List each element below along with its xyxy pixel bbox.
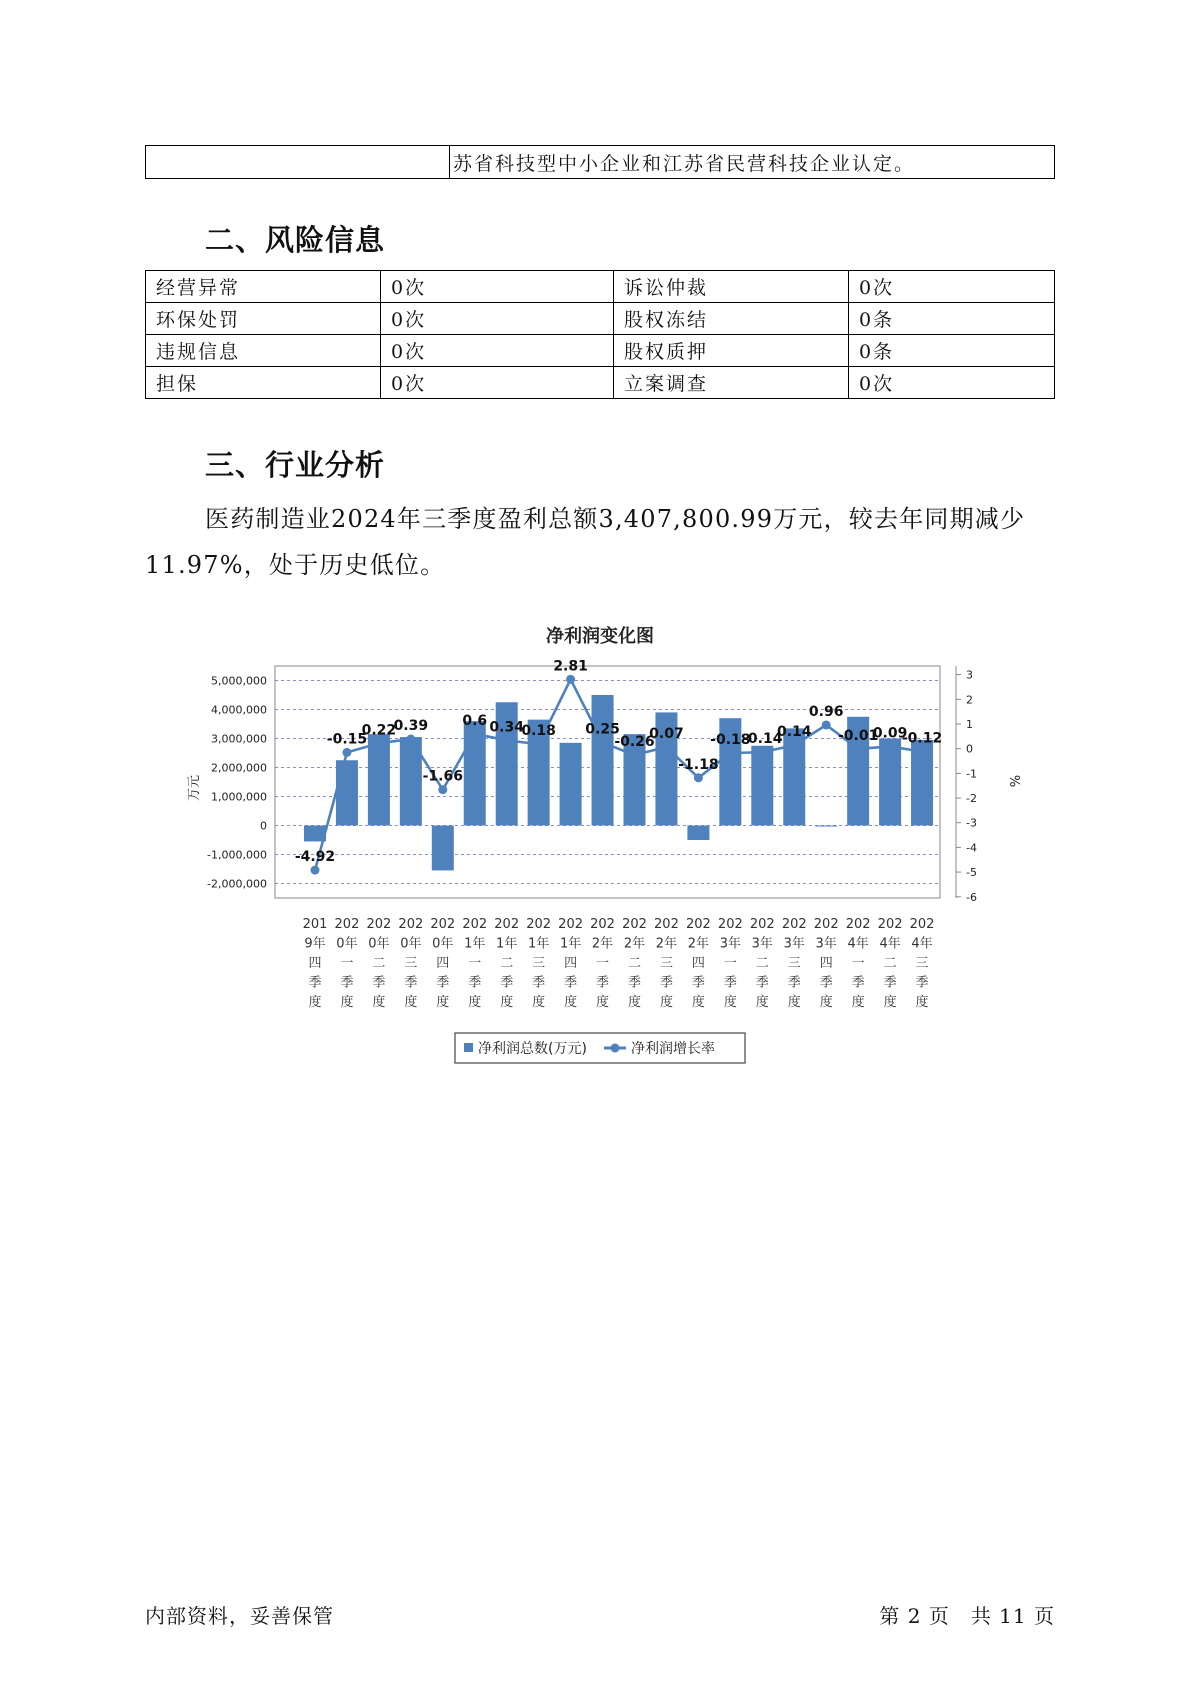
x-tick-label: 1年	[496, 936, 518, 952]
x-tick-label: 三	[915, 956, 929, 971]
bar	[336, 760, 358, 825]
x-tick-label: 度	[819, 995, 833, 1010]
growth-point	[470, 729, 479, 738]
x-tick-label: 0年	[336, 936, 358, 952]
risk-row	[146, 335, 1055, 367]
y2-tick-label: -6	[966, 890, 977, 904]
x-tick-label: 9年	[304, 936, 326, 952]
growth-point	[566, 675, 575, 684]
section-risk-title: 二、风险信息	[205, 223, 386, 257]
legend-line-label: 净利润增长率	[631, 1041, 715, 1057]
x-tick-label: 三	[787, 956, 801, 971]
growth-label: -0.01	[837, 727, 879, 744]
x-tick-label: 四	[819, 956, 833, 971]
y2-tick-label: 3	[966, 668, 973, 682]
x-tick-label: 四	[564, 956, 578, 971]
x-tick-label: 0年	[368, 936, 390, 952]
bar	[592, 695, 614, 826]
x-tick-label: 2年	[655, 936, 678, 952]
x-tick-label: 1年	[559, 936, 582, 952]
y2-axis-label: %	[1006, 774, 1021, 788]
x-tick-label: 三	[404, 956, 418, 971]
growth-point	[311, 866, 320, 875]
x-tick-label: 季	[596, 975, 610, 991]
risk-value: 0次	[849, 367, 1055, 399]
x-tick-label: 季	[500, 975, 514, 991]
x-tick-label: 三	[532, 956, 546, 971]
growth-point	[598, 738, 607, 747]
x-tick-label: 202	[366, 917, 392, 932]
growth-label: 0.25	[585, 721, 620, 738]
x-tick-label: 3年	[783, 936, 805, 952]
x-tick-label: 2年	[687, 936, 710, 952]
x-tick-label: 4年	[879, 936, 901, 952]
growth-label: 2.81	[553, 658, 588, 675]
growth-label: -4.92	[294, 849, 336, 866]
x-tick-label: 季	[659, 975, 673, 991]
risk-label: 诉讼仲裁	[614, 271, 849, 303]
growth-label: 0.6	[462, 712, 488, 729]
x-tick-label: 度	[308, 995, 322, 1010]
x-tick-label: 度	[659, 995, 673, 1010]
y2-tick-label: -5	[966, 866, 977, 880]
x-tick-label: 季	[532, 975, 546, 991]
growth-label: 0.39	[393, 718, 429, 735]
x-tick-label: 1年	[528, 936, 550, 952]
growth-label: 0.07	[649, 725, 684, 742]
y-tick-label: 4,000,000	[211, 703, 267, 717]
growth-label: 0.22	[361, 722, 397, 739]
risk-value: 0次	[381, 335, 614, 367]
x-tick-label: 季	[691, 975, 705, 991]
risk-value: 0条	[849, 303, 1055, 335]
x-tick-label: 四	[436, 956, 450, 971]
growth-point	[662, 742, 671, 751]
continuation-left-cell	[146, 146, 450, 179]
x-tick-label: 一	[723, 956, 737, 971]
x-tick-label: 202	[909, 917, 935, 932]
x-tick-label: 度	[755, 995, 769, 1010]
x-tick-label: 度	[883, 995, 897, 1010]
x-tick-label: 一	[468, 956, 482, 971]
x-tick-label: 202	[590, 917, 615, 932]
risk-value: 0次	[381, 303, 614, 335]
continuation-right-cell: 苏省科技型中小企业和江苏省民营科技企业认定。	[450, 146, 1055, 179]
footer-page-number: 第 2 页 共 11 页	[879, 1604, 1055, 1628]
x-tick-label: 度	[468, 995, 482, 1010]
risk-label: 环保处罚	[146, 303, 381, 335]
x-tick-label: 202	[845, 917, 871, 932]
x-tick-label: 季	[755, 975, 769, 991]
x-tick-label: 0年	[432, 936, 454, 952]
risk-value: 0次	[381, 367, 614, 399]
x-tick-label: 3年	[815, 936, 837, 952]
growth-label: -1.66	[422, 768, 463, 785]
x-tick-label: 季	[627, 975, 642, 991]
x-tick-label: 季	[723, 975, 737, 991]
growth-point	[406, 735, 415, 744]
risk-table	[145, 270, 1055, 399]
growth-label: 0.14	[776, 724, 812, 741]
x-tick-label: 四	[308, 956, 322, 971]
growth-label: 0.96	[808, 703, 844, 720]
x-tick-label: 202	[558, 917, 584, 932]
bar	[687, 826, 709, 841]
bar	[815, 826, 837, 827]
x-tick-label: 二	[500, 956, 514, 971]
growth-label: -0.14	[742, 731, 783, 748]
risk-row	[146, 367, 1055, 399]
x-tick-label: 3年	[719, 936, 741, 952]
bar	[751, 746, 773, 826]
growth-label: 0.09	[872, 725, 908, 742]
x-tick-label: 1年	[464, 936, 486, 952]
x-tick-label: 二	[883, 956, 897, 971]
risk-label: 经营异常	[146, 271, 381, 303]
growth-point	[342, 748, 351, 757]
y2-tick-label: -1	[966, 767, 977, 781]
x-tick-label: 二	[627, 956, 642, 971]
risk-value: 0条	[849, 335, 1055, 367]
x-tick-label: 度	[564, 995, 578, 1010]
y2-tick-label: -4	[966, 841, 977, 855]
x-tick-label: 202	[717, 917, 743, 932]
y-axis-label: 万元	[187, 774, 202, 802]
bar	[368, 734, 390, 825]
x-tick-label: 季	[883, 975, 897, 991]
risk-label: 担保	[146, 367, 381, 399]
x-tick-label: 季	[564, 975, 578, 991]
x-tick-label: 季	[372, 975, 386, 991]
y2-tick-label: -3	[966, 816, 977, 830]
x-tick-label: 一	[851, 956, 865, 971]
growth-point	[758, 748, 767, 757]
growth-point	[374, 739, 383, 748]
x-tick-label: 202	[749, 917, 775, 932]
x-tick-label: 度	[596, 995, 610, 1010]
footer-confidential: 内部资料，妥善保管	[145, 1604, 334, 1628]
risk-label: 立案调查	[614, 367, 849, 399]
x-tick-label: 度	[691, 995, 705, 1010]
x-tick-label: 0年	[400, 936, 422, 952]
growth-point	[726, 749, 735, 758]
x-tick-label: 度	[436, 995, 450, 1010]
growth-label: -1.18	[678, 756, 719, 773]
growth-label: -0.18	[710, 732, 751, 749]
bar	[879, 739, 901, 826]
y2-tick-label: 2	[966, 693, 973, 707]
growth-point	[438, 785, 447, 794]
x-tick-label: 202	[654, 917, 679, 932]
x-tick-label: 202	[877, 917, 903, 932]
x-tick-label: 季	[851, 975, 865, 991]
chart-legend	[455, 1033, 745, 1063]
growth-point	[918, 747, 927, 756]
x-tick-label: 度	[787, 995, 801, 1010]
growth-point	[534, 740, 543, 749]
x-tick-label: 4年	[847, 936, 869, 952]
x-tick-label: 202	[398, 917, 424, 932]
x-tick-label: 二	[372, 956, 386, 971]
x-tick-label: 202	[526, 917, 552, 932]
x-tick-label: 202	[494, 917, 520, 932]
risk-label: 股权冻结	[614, 303, 849, 335]
x-tick-label: 度	[372, 995, 386, 1010]
x-tick-label: 度	[723, 995, 737, 1010]
x-tick-label: 202	[813, 917, 839, 932]
x-tick-label: 202	[781, 917, 807, 932]
x-tick-label: 202	[430, 917, 456, 932]
x-tick-label: 度	[340, 995, 354, 1010]
x-tick-label: 季	[819, 975, 833, 991]
growth-point	[502, 736, 511, 745]
y-tick-label: 2,000,000	[211, 761, 267, 775]
y2-tick-label: -2	[966, 792, 977, 806]
x-tick-label: 2年	[591, 936, 614, 952]
x-tick-label: 季	[340, 975, 354, 991]
x-tick-label: 2年	[623, 936, 646, 952]
x-tick-label: 季	[436, 975, 450, 991]
growth-point	[694, 773, 703, 782]
x-tick-label: 一	[340, 956, 354, 971]
growth-point	[886, 742, 895, 751]
x-tick-label: 4年	[911, 936, 933, 952]
x-tick-label: 度	[627, 995, 642, 1010]
risk-label: 违规信息	[146, 335, 381, 367]
x-tick-label: 度	[532, 995, 546, 1010]
x-tick-label: 二	[755, 956, 769, 971]
y-tick-label: 0	[260, 819, 267, 833]
x-tick-label: 四	[691, 956, 705, 971]
growth-label: -0.26	[614, 734, 655, 751]
x-tick-label: 202	[685, 917, 711, 932]
y-tick-label: 3,000,000	[211, 732, 267, 746]
legend-bar-swatch	[464, 1043, 473, 1052]
x-tick-label: 202	[334, 917, 360, 932]
chart-title: 净利润变化图	[546, 626, 654, 647]
x-tick-label: 度	[500, 995, 514, 1010]
x-tick-label: 度	[851, 995, 865, 1010]
growth-label: -0.12	[901, 730, 943, 747]
x-tick-label: 季	[404, 975, 418, 991]
section-industry-title: 三、行业分析	[205, 448, 386, 482]
growth-label: -0.15	[326, 731, 368, 748]
risk-label: 股权质押	[614, 335, 849, 367]
y-tick-label: -2,000,000	[207, 877, 267, 891]
net-profit-chart	[180, 618, 1021, 1068]
growth-point	[854, 744, 863, 753]
industry-paragraph: 医药制造业2024年三季度盈利总额3,407,800.99万元，较去年同期减少11.97%，处于历史低位。	[145, 505, 1026, 579]
x-tick-label: 202	[622, 917, 647, 932]
x-tick-label: 201	[302, 917, 328, 932]
continuation-table	[145, 145, 1055, 179]
bar	[560, 743, 582, 826]
x-tick-label: 季	[308, 975, 322, 991]
x-tick-label: 季	[468, 975, 482, 991]
x-tick-label: 度	[404, 995, 418, 1010]
growth-label: 0.34	[489, 719, 524, 736]
x-tick-label: 202	[462, 917, 488, 932]
y-tick-label: 5,000,000	[211, 674, 267, 688]
risk-value: 0次	[849, 271, 1055, 303]
x-tick-label: 3年	[751, 936, 773, 952]
y-tick-label: -1,000,000	[207, 848, 267, 862]
y-tick-label: 1,000,000	[211, 790, 267, 804]
risk-value: 0次	[381, 271, 614, 303]
risk-row	[146, 303, 1055, 335]
growth-point	[790, 741, 799, 750]
risk-row	[146, 271, 1055, 303]
bar	[432, 826, 454, 871]
growth-point	[822, 720, 831, 729]
growth-point	[630, 751, 639, 760]
legend-bar-label: 净利润总数(万元)	[478, 1041, 587, 1057]
growth-label: 0.18	[521, 723, 556, 740]
x-tick-label: 季	[915, 975, 929, 991]
x-tick-label: 三	[659, 956, 673, 971]
y2-tick-label: 1	[966, 718, 973, 731]
x-tick-label: 一	[596, 956, 610, 971]
x-tick-label: 季	[787, 975, 801, 991]
x-tick-label: 度	[915, 995, 929, 1010]
y2-tick-label: 0	[966, 742, 973, 756]
legend-line-marker	[611, 1044, 620, 1053]
